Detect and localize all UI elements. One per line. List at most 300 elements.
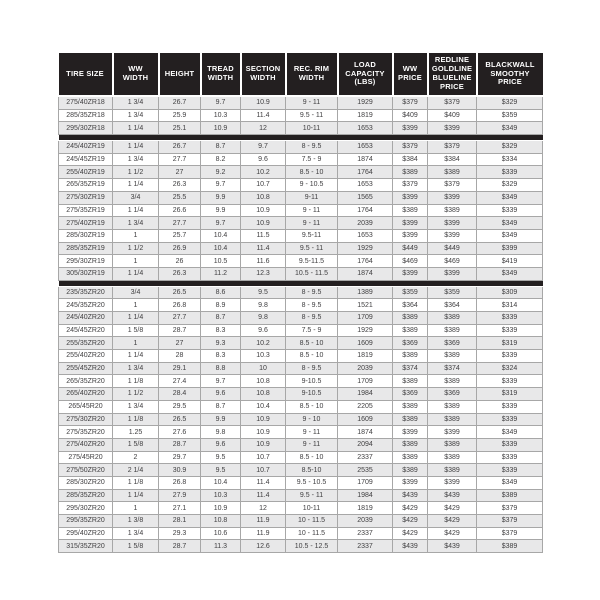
tire-size-cell: 275/40ZR19 [59, 217, 113, 230]
table-cell: 1984 [338, 388, 393, 401]
table-row [59, 255, 543, 268]
table-cell: 9.6 [241, 324, 286, 337]
table-cell: 10.9 [241, 96, 286, 109]
table-cell: 8 - 9.5 [286, 312, 338, 325]
table-cell: 8 - 9.5 [286, 362, 338, 375]
table-cell: 9.8 [241, 312, 286, 325]
table-cell: 11.4 [241, 476, 286, 489]
table-cell: 25.1 [159, 122, 201, 135]
table-cell: 1764 [338, 166, 393, 179]
table-row [59, 464, 543, 477]
table-cell: 10.2 [241, 166, 286, 179]
table-cell: 10.5 - 11.5 [286, 267, 338, 280]
table-cell: $389 [393, 350, 428, 363]
table-cell: $369 [393, 337, 428, 350]
table-cell: 10.8 [241, 388, 286, 401]
table-row [59, 286, 543, 299]
table-cell: $364 [393, 299, 428, 312]
table-cell: 8 - 9.5 [286, 141, 338, 154]
table-cell: 9.8 [241, 299, 286, 312]
table-cell: 2337 [338, 527, 393, 540]
table-cell: 8.2 [201, 153, 241, 166]
tire-size-cell: 295/30ZR20 [59, 502, 113, 515]
table-cell: 1 3/4 [113, 527, 159, 540]
table-row [59, 502, 543, 515]
table-cell: $389 [428, 451, 477, 464]
table-cell: 12.3 [241, 267, 286, 280]
table-cell: 27.4 [159, 375, 201, 388]
table-cell: 10.6 [201, 527, 241, 540]
table-cell: 11.6 [241, 255, 286, 268]
table-cell: 1819 [338, 502, 393, 515]
table-cell: 1565 [338, 191, 393, 204]
table-cell: 9.7 [201, 375, 241, 388]
table-cell: $379 [393, 141, 428, 154]
table-cell: 29.1 [159, 362, 201, 375]
table-cell: $359 [477, 109, 543, 122]
table-cell: 28.7 [159, 540, 201, 553]
table-cell: 9.7 [201, 179, 241, 192]
tire-spec-price-table [58, 53, 543, 553]
table-cell: $399 [477, 242, 543, 255]
table-cell: $339 [477, 350, 543, 363]
table-cell: 9.7 [201, 217, 241, 230]
table-cell: 1 1/2 [113, 166, 159, 179]
table-cell: $349 [477, 122, 543, 135]
table-row [59, 267, 543, 280]
table-cell: 2094 [338, 438, 393, 451]
table-cell: 9.2 [201, 166, 241, 179]
table-cell: $399 [428, 426, 477, 439]
table-cell: 27.6 [159, 426, 201, 439]
table-cell: 28.7 [159, 324, 201, 337]
table-cell: $389 [428, 166, 477, 179]
table-cell: 26.3 [159, 179, 201, 192]
table-cell: 27.7 [159, 312, 201, 325]
table-cell: 10.4 [201, 476, 241, 489]
table-cell: 11.9 [241, 515, 286, 528]
table-cell: 10.8 [241, 375, 286, 388]
table-row [59, 400, 543, 413]
table-cell: 8 - 9.5 [286, 299, 338, 312]
table-row [59, 426, 543, 439]
table-cell: 11.5 [241, 229, 286, 242]
table-cell: 9.5 - 11 [286, 489, 338, 502]
table-cell: 1929 [338, 324, 393, 337]
table-row [59, 413, 543, 426]
table-cell: $389 [393, 166, 428, 179]
table-cell: 26.8 [159, 299, 201, 312]
table-cell: 11.4 [241, 242, 286, 255]
table-cell: $349 [477, 191, 543, 204]
table-row [59, 324, 543, 337]
table-cell: 26.5 [159, 286, 201, 299]
table-cell: 1764 [338, 255, 393, 268]
table-row [59, 179, 543, 192]
table-cell: 26.8 [159, 476, 201, 489]
table-cell: $389 [428, 375, 477, 388]
table-cell: 9.6 [201, 438, 241, 451]
table-cell: 2337 [338, 540, 393, 553]
table-cell: 10.5 - 12.5 [286, 540, 338, 553]
table-cell: $399 [428, 122, 477, 135]
tire-size-cell: 255/45ZR20 [59, 362, 113, 375]
column-header: TREAD WIDTH [201, 53, 241, 96]
table-row [59, 191, 543, 204]
table-cell: 1 [113, 229, 159, 242]
table-row [59, 438, 543, 451]
table-cell: 8.6 [201, 286, 241, 299]
table-cell: $399 [393, 191, 428, 204]
table-cell: $369 [428, 337, 477, 350]
tire-size-cell: 285/35ZR19 [59, 242, 113, 255]
tire-size-cell: 275/30ZR20 [59, 413, 113, 426]
table-cell: 1.25 [113, 426, 159, 439]
table-cell: $314 [477, 299, 543, 312]
table-cell: $374 [393, 362, 428, 375]
tire-size-cell: 295/30ZR18 [59, 122, 113, 135]
table-cell: 2 1/4 [113, 464, 159, 477]
table-cell: 1 1/4 [113, 312, 159, 325]
table-cell: 12.6 [241, 540, 286, 553]
table-cell: 10.9 [241, 438, 286, 451]
table-cell: 1984 [338, 489, 393, 502]
table-cell: 1 1/8 [113, 476, 159, 489]
table-cell: $339 [477, 312, 543, 325]
table-cell: 9 - 11 [286, 426, 338, 439]
table-cell: 27.7 [159, 153, 201, 166]
table-cell: 9.7 [241, 141, 286, 154]
column-header: WW PRICE [393, 53, 428, 96]
table-cell: $439 [428, 489, 477, 502]
table-row [59, 312, 543, 325]
table-cell: $319 [477, 388, 543, 401]
table-cell: 10.7 [241, 451, 286, 464]
table-cell: 1653 [338, 229, 393, 242]
tire-size-cell: 245/40ZR20 [59, 312, 113, 325]
table-cell: 9.5 - 11 [286, 242, 338, 255]
table-cell: $389 [393, 413, 428, 426]
table-cell: 12 [241, 122, 286, 135]
table-cell: 11.4 [241, 109, 286, 122]
table-cell: 8.3 [201, 324, 241, 337]
table-cell: 1609 [338, 413, 393, 426]
table-cell: 1 [113, 502, 159, 515]
table-cell: $389 [393, 451, 428, 464]
table-cell: 1 5/8 [113, 540, 159, 553]
table-cell: 11.9 [241, 527, 286, 540]
tire-size-cell: 295/35ZR20 [59, 515, 113, 528]
table-cell: $349 [477, 426, 543, 439]
table-cell: 1 5/8 [113, 324, 159, 337]
table-cell: 2535 [338, 464, 393, 477]
table-cell: 10.2 [241, 337, 286, 350]
table-cell: $339 [477, 166, 543, 179]
table-cell: 10 [241, 362, 286, 375]
table-cell: 9.5-11 [286, 229, 338, 242]
table-cell: 9.5 - 11 [286, 109, 338, 122]
table-cell: $384 [428, 153, 477, 166]
table-cell: 25.7 [159, 229, 201, 242]
tire-size-cell: 275/35ZR19 [59, 204, 113, 217]
table-cell: $389 [428, 204, 477, 217]
tire-size-cell: 245/40ZR19 [59, 141, 113, 154]
table-cell: 1819 [338, 350, 393, 363]
table-cell: 8.7 [201, 400, 241, 413]
tire-size-cell: 245/45ZR19 [59, 153, 113, 166]
table-cell: 2039 [338, 217, 393, 230]
table-cell: 9.8 [201, 426, 241, 439]
table-cell: 27 [159, 337, 201, 350]
table-cell: 1 1/2 [113, 242, 159, 255]
table-cell: 1709 [338, 375, 393, 388]
table-cell: $389 [393, 324, 428, 337]
table-cell: $399 [393, 476, 428, 489]
table-cell: $389 [428, 400, 477, 413]
table-cell: $429 [393, 527, 428, 540]
table-cell: 1653 [338, 141, 393, 154]
table-header-row [59, 53, 543, 96]
column-header: HEIGHT [159, 53, 201, 96]
table-cell: 11.4 [241, 489, 286, 502]
table-cell: 25.5 [159, 191, 201, 204]
table-cell: $389 [428, 413, 477, 426]
table-row [59, 350, 543, 363]
tire-size-cell: 275/40ZR20 [59, 438, 113, 451]
table-cell: 9.5-11.5 [286, 255, 338, 268]
table-cell: $359 [428, 286, 477, 299]
table-cell: 10.9 [241, 204, 286, 217]
tire-size-cell: 235/35ZR20 [59, 286, 113, 299]
table-cell: 8.5 - 10 [286, 451, 338, 464]
table-cell: 1 3/8 [113, 515, 159, 528]
table-cell: $439 [428, 540, 477, 553]
table-cell: $379 [477, 502, 543, 515]
table-cell: 29.5 [159, 400, 201, 413]
tire-size-cell: 285/35ZR20 [59, 489, 113, 502]
tire-size-cell: 265/45R20 [59, 400, 113, 413]
table-cell: 10 - 11.5 [286, 527, 338, 540]
table-cell: $389 [393, 312, 428, 325]
table-cell: $379 [428, 141, 477, 154]
column-header: REDLINE GOLDLINE BLUELINE PRICE [428, 53, 477, 96]
table-cell: 1 1/4 [113, 122, 159, 135]
table-cell: $339 [477, 400, 543, 413]
table-cell: 9.7 [201, 96, 241, 109]
table-cell: 2039 [338, 515, 393, 528]
table-cell: $399 [393, 229, 428, 242]
table-cell: $399 [428, 476, 477, 489]
table-cell: 29.7 [159, 451, 201, 464]
table-cell: 1764 [338, 204, 393, 217]
tire-size-cell: 255/40ZR20 [59, 350, 113, 363]
table-cell: 1 3/4 [113, 96, 159, 109]
table-cell: 27 [159, 166, 201, 179]
column-header: SECTION WIDTH [241, 53, 286, 96]
table-cell: 10.9 [241, 217, 286, 230]
table-cell: 26.3 [159, 267, 201, 280]
table-cell: 10.7 [241, 464, 286, 477]
table-cell: 1 1/8 [113, 413, 159, 426]
table-cell: $384 [393, 153, 428, 166]
table-cell: $399 [393, 217, 428, 230]
column-header: BLACKWALL SMOOTHY PRICE [477, 53, 543, 96]
tire-size-cell: 255/35ZR20 [59, 337, 113, 350]
table-cell: 28.7 [159, 438, 201, 451]
table-cell: $399 [393, 122, 428, 135]
table-cell: $369 [428, 388, 477, 401]
table-cell: 11.2 [201, 267, 241, 280]
table-cell: 8.5 - 10 [286, 400, 338, 413]
table-cell: 9 - 11 [286, 217, 338, 230]
column-header: REC. RIM WIDTH [286, 53, 338, 96]
table-cell: $389 [393, 204, 428, 217]
table-cell: 10 - 11.5 [286, 515, 338, 528]
tire-size-cell: 265/40ZR20 [59, 388, 113, 401]
table-cell: 30.9 [159, 464, 201, 477]
table-cell: 1 1/4 [113, 179, 159, 192]
table-cell: 1 1/2 [113, 388, 159, 401]
table-cell: $364 [428, 299, 477, 312]
table-cell: $339 [477, 204, 543, 217]
table-cell: 26 [159, 255, 201, 268]
table-cell: 10-11 [286, 502, 338, 515]
table-row [59, 337, 543, 350]
table-cell: $309 [477, 286, 543, 299]
table-cell: 8 - 9.5 [286, 286, 338, 299]
table-cell: $339 [477, 413, 543, 426]
table-cell: 10.3 [201, 109, 241, 122]
table-cell: 10.8 [201, 515, 241, 528]
table-cell: $329 [477, 179, 543, 192]
tire-size-cell: 245/45ZR20 [59, 324, 113, 337]
table-cell: $409 [428, 109, 477, 122]
table-cell: 1929 [338, 242, 393, 255]
table-row [59, 242, 543, 255]
table-cell: $339 [477, 375, 543, 388]
table-cell: 3/4 [113, 286, 159, 299]
tire-size-cell: 275/50ZR20 [59, 464, 113, 477]
table-cell: $389 [428, 312, 477, 325]
table-cell: 9 - 11 [286, 96, 338, 109]
table-cell: $429 [393, 502, 428, 515]
table-row [59, 122, 543, 135]
table-cell: $324 [477, 362, 543, 375]
table-cell: $379 [477, 527, 543, 540]
table-cell: 1389 [338, 286, 393, 299]
table-cell: $399 [428, 267, 477, 280]
tire-size-cell: 275/35ZR20 [59, 426, 113, 439]
table-cell: 10.9 [241, 426, 286, 439]
table-cell: $329 [477, 141, 543, 154]
column-header: TIRE SIZE [59, 53, 113, 96]
table-cell: $449 [428, 242, 477, 255]
table-cell: 10.4 [241, 400, 286, 413]
table-row [59, 362, 543, 375]
table-cell: 8.5-10 [286, 464, 338, 477]
table-cell: 1653 [338, 122, 393, 135]
table-cell: $339 [477, 438, 543, 451]
table-cell: $379 [428, 96, 477, 109]
table-cell: 9.9 [201, 204, 241, 217]
table-cell: 1709 [338, 476, 393, 489]
table-cell: 9.6 [201, 388, 241, 401]
tire-size-cell: 285/30ZR19 [59, 229, 113, 242]
table-cell: 1929 [338, 96, 393, 109]
table-cell: 10.3 [241, 350, 286, 363]
table-cell: 10.7 [241, 179, 286, 192]
table-cell: $429 [428, 515, 477, 528]
table-cell: 1 [113, 299, 159, 312]
table-cell: $399 [428, 229, 477, 242]
table-cell: 9.6 [241, 153, 286, 166]
tire-size-cell: 275/45R20 [59, 451, 113, 464]
table-cell: 1 3/4 [113, 153, 159, 166]
table-cell: 7.5 - 9 [286, 153, 338, 166]
table-cell: $469 [428, 255, 477, 268]
table-cell: 27.1 [159, 502, 201, 515]
table-row [59, 204, 543, 217]
tire-size-cell: 295/30ZR19 [59, 255, 113, 268]
table-cell: 2 [113, 451, 159, 464]
table-cell: 8.8 [201, 362, 241, 375]
table-row [59, 217, 543, 230]
table-cell: 9.5 [201, 464, 241, 477]
table-header [59, 53, 543, 96]
table-cell: 1 1/4 [113, 267, 159, 280]
table-cell: $399 [428, 191, 477, 204]
table-cell: $389 [393, 464, 428, 477]
table-cell: 27.9 [159, 489, 201, 502]
table-cell: $374 [428, 362, 477, 375]
table-cell: $389 [428, 324, 477, 337]
table-cell: 27.7 [159, 217, 201, 230]
table-cell: 9-11 [286, 191, 338, 204]
table-cell: 26.6 [159, 204, 201, 217]
table-cell: 9 - 11 [286, 438, 338, 451]
table-cell: 28 [159, 350, 201, 363]
table-cell: 28.1 [159, 515, 201, 528]
table-cell: 10.4 [201, 242, 241, 255]
table-cell: 1 [113, 337, 159, 350]
table-cell: 2337 [338, 451, 393, 464]
table-cell: $329 [477, 96, 543, 109]
table-cell: $409 [393, 109, 428, 122]
table-cell: 9 - 11 [286, 204, 338, 217]
table-cell: 1 5/8 [113, 438, 159, 451]
table-row [59, 489, 543, 502]
table-cell: 1 1/4 [113, 204, 159, 217]
table-cell: $379 [428, 179, 477, 192]
table-cell: 8.5 - 10 [286, 337, 338, 350]
table-cell: 1 3/4 [113, 217, 159, 230]
table-cell: $339 [477, 324, 543, 337]
table-cell: $429 [393, 515, 428, 528]
table-cell: $379 [393, 96, 428, 109]
table-cell: 10.8 [241, 191, 286, 204]
table-row [59, 109, 543, 122]
table-cell: $349 [477, 267, 543, 280]
table-cell: 26.7 [159, 96, 201, 109]
tire-size-cell: 295/40ZR20 [59, 527, 113, 540]
table-cell: 2039 [338, 362, 393, 375]
table-cell: 10.4 [201, 229, 241, 242]
table-cell: 1609 [338, 337, 393, 350]
tire-size-cell: 285/35ZR18 [59, 109, 113, 122]
table-body [59, 96, 543, 553]
tire-size-cell: 265/35ZR20 [59, 375, 113, 388]
table-cell: $349 [477, 217, 543, 230]
